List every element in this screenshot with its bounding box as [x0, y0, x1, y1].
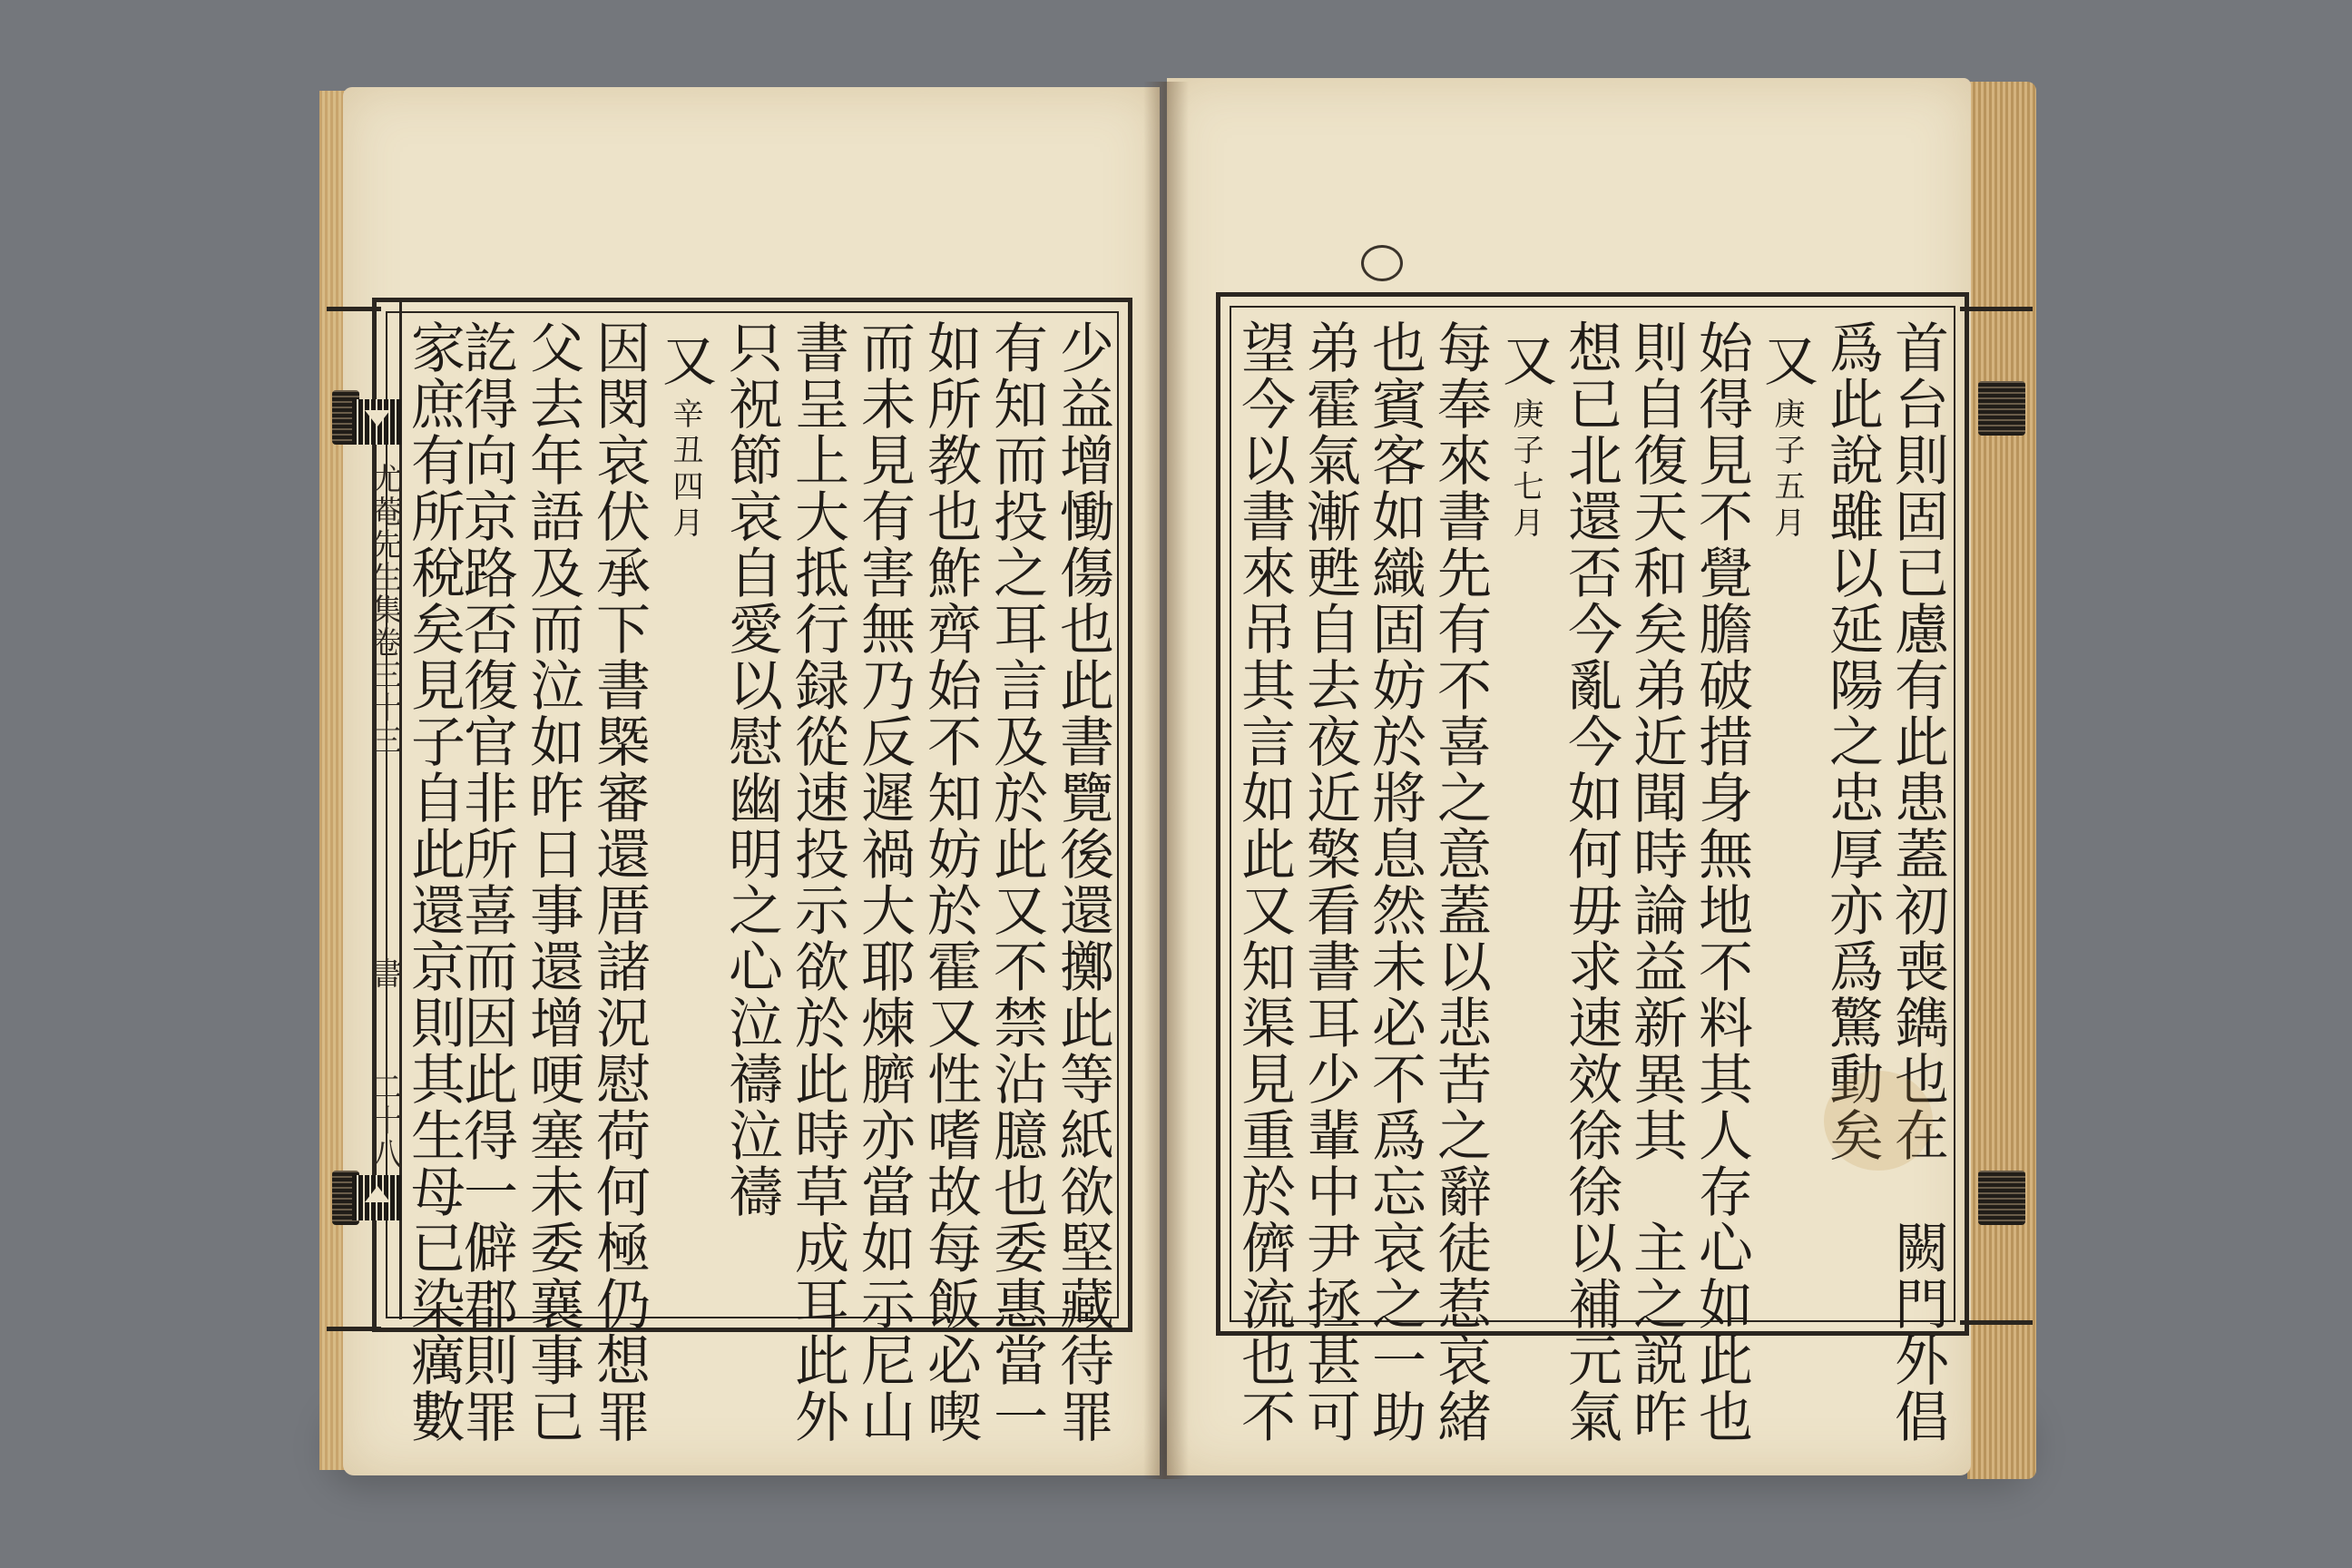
right-page-edges — [1967, 82, 2036, 1479]
ink-blot — [1361, 245, 1403, 281]
letter-date: 辛丑四月 — [667, 397, 703, 543]
text-column: 書呈上大抵行録從速投示欲於此時草成耳此外 — [786, 319, 849, 1445]
letter-heading-column — [1757, 319, 1817, 1308]
letter-heading: 又 — [1755, 332, 1818, 388]
text-column: 首台則固已慮有此患蓋初喪鐫也在 闕門外倡 — [1886, 319, 1949, 1445]
text-column: 少益增慟傷也此書覽後還擲此等紙欲堅藏待罪 — [1051, 319, 1114, 1445]
text-column: 因閔哀伏承下書槩審還厝諸況慰荷何極仍想罪 — [587, 319, 651, 1445]
text-column: 則自復天和矣弟近聞時論益新異其 主之説昨 — [1624, 319, 1688, 1445]
letter-date: 庚子七月 — [1507, 397, 1544, 543]
fish-tail-ornament-icon — [352, 399, 401, 445]
letter-heading: 又 — [653, 332, 717, 388]
text-column: 弟霍氣漸甦自去夜近檠看書耳少輩中尹拯甚可 — [1298, 319, 1361, 1445]
text-column: 如所教也鮓齊始不知妨於霍又性嗜故每飯必喫 — [918, 319, 982, 1445]
water-stain — [1824, 1071, 1933, 1171]
fish-tail-ornament-icon — [352, 1175, 401, 1220]
section-label: 書 — [366, 957, 402, 988]
book-gutter — [1143, 82, 1189, 1479]
text-column: 父去年語及而泣如昨日事還增哽塞未委襄事已 — [521, 319, 584, 1445]
text-column: 爲此說雖以延陽之忠厚亦爲驚動矣 — [1820, 319, 1884, 1163]
text-column: 始得見不覺膽破措身無地不料其人存心如此也 — [1690, 319, 1753, 1445]
text-column: 想已北還否今亂今如何毋求速效徐徐以補元氣 — [1559, 319, 1622, 1445]
letter-heading-column — [1495, 319, 1555, 1308]
binding-tie — [1978, 1171, 2025, 1225]
binding-thread — [1960, 307, 2033, 311]
text-column: 也賓客如織固妨於將息然未必不爲忘哀之一助 — [1363, 319, 1426, 1445]
volume-title: 尤菴先生集卷三十三 — [366, 463, 402, 757]
text-column: 而未見有害無乃反遲禍大耶煉臍亦當如示尼山 — [852, 319, 916, 1445]
text-column: 有知而投之耳言及於此又不禁沾臆也委惠當一 — [985, 319, 1048, 1445]
text-column: 訖得向京路否復官非所喜而因此得一僻郡則罪 — [455, 319, 518, 1445]
text-column: 望今以書來吊其言如此又知渠見重於儕流也不 — [1232, 319, 1296, 1445]
letter-date: 庚子五月 — [1769, 397, 1805, 543]
binding-tie — [1978, 381, 2025, 436]
letter-heading: 又 — [1494, 332, 1557, 388]
text-column: 每奉來書先有不喜之意蓋以悲苦之辭徒惹哀緒 — [1428, 319, 1492, 1445]
text-column: 家庶有所稅矣見子自此還京則其生母已染癘數 — [402, 319, 466, 1445]
leaf-number: 二十八 — [366, 1071, 402, 1171]
binding-thread — [1960, 1320, 2033, 1325]
text-column: 只祝節哀自愛以慰幽明之心泣禱泣禱 — [720, 319, 783, 1220]
letter-heading-column — [655, 319, 715, 1308]
